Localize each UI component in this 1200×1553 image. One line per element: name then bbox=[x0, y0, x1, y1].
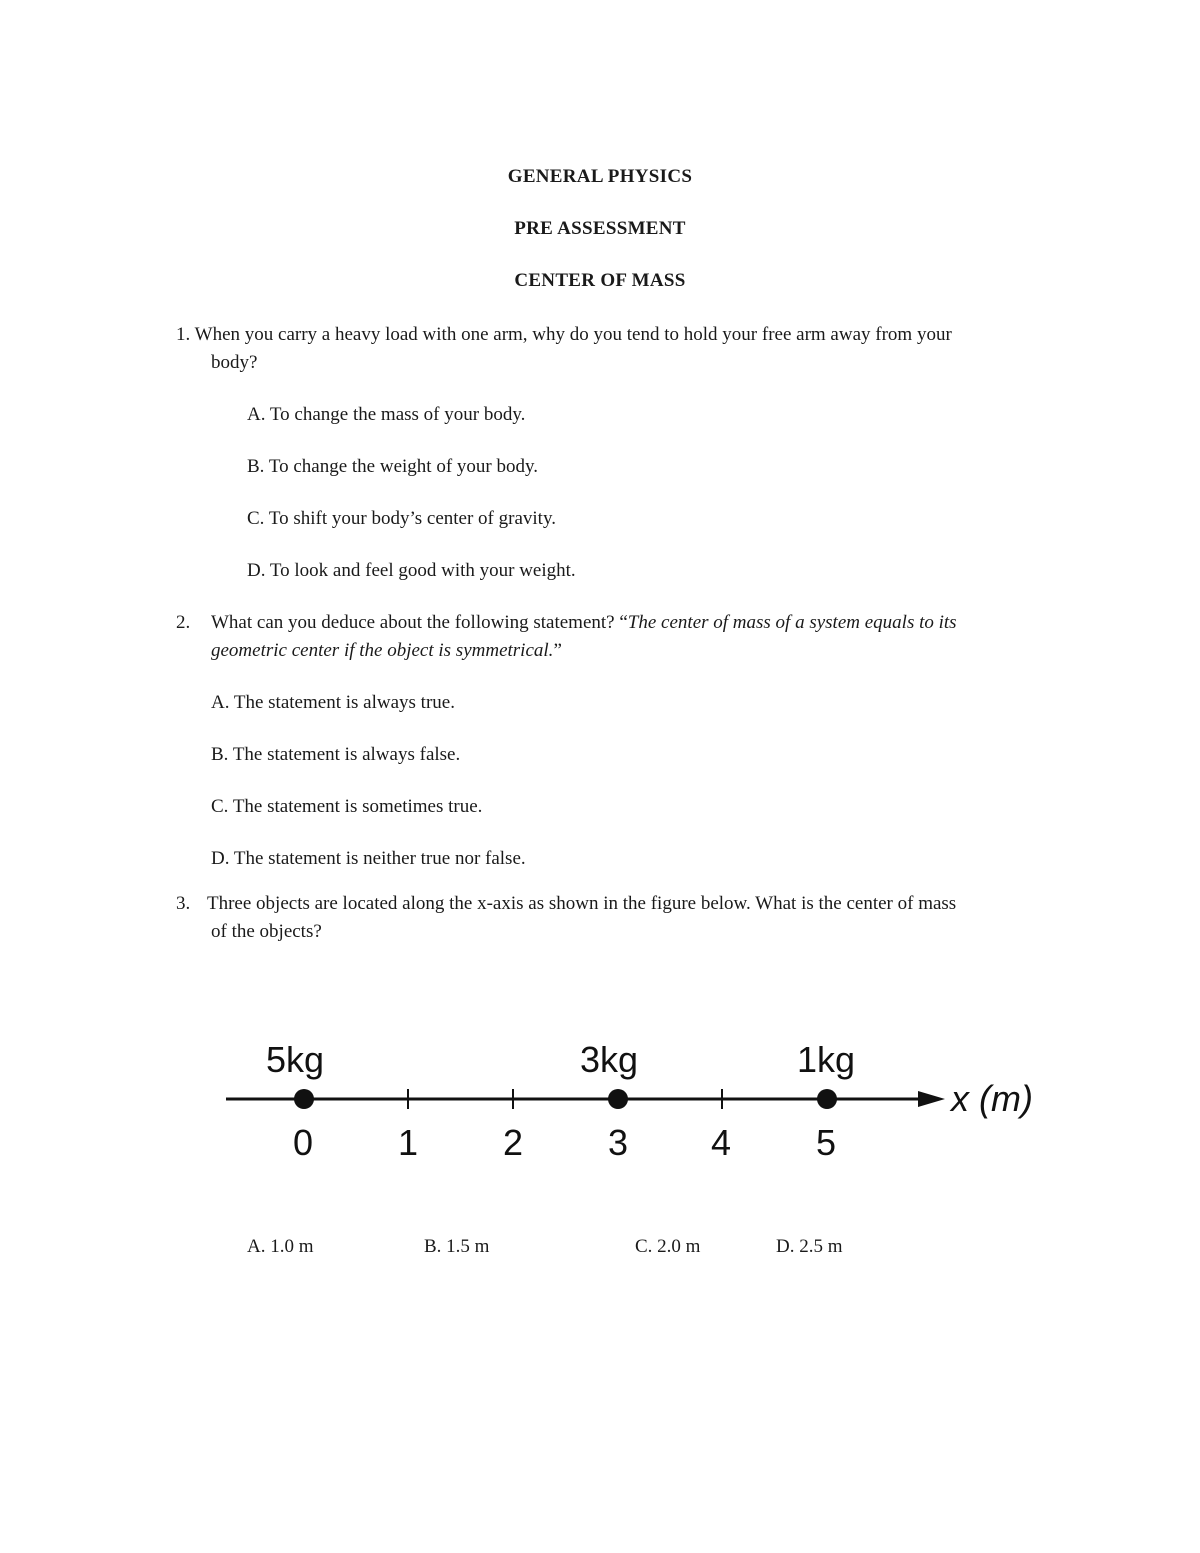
q3-choice-d[interactable]: D. 2.5 m bbox=[776, 1236, 843, 1257]
tick-label-4: 4 bbox=[711, 1122, 732, 1163]
q2-choice-b[interactable]: B. The statement is always false. bbox=[211, 744, 461, 765]
question-2-number: 2. bbox=[176, 612, 191, 633]
question-3-text: Three objects are located along the x-axis as shown in the figure below. What is the center of mass bbox=[207, 893, 957, 914]
q3-choice-b[interactable]: B. 1.5 m bbox=[424, 1236, 490, 1257]
question-2-quote: The center of mass of a system equals to its bbox=[627, 612, 957, 633]
q3-choice-c[interactable]: C. 2.0 m bbox=[635, 1236, 701, 1257]
axis-label: x (m) bbox=[951, 1078, 1033, 1119]
mass-label-3kg: 3kg bbox=[580, 1039, 639, 1080]
mass-point-5kg bbox=[294, 1089, 314, 1109]
question-1-text: 1. When you carry a heavy load with one arm, why do you tend to hold your free arm away from your bbox=[176, 324, 952, 345]
mass-point-1kg bbox=[817, 1089, 837, 1109]
tick-label-5: 5 bbox=[816, 1122, 837, 1163]
mass-label-5kg: 5kg bbox=[266, 1039, 325, 1080]
question-2-prefix: What can you deduce about the following statement? “ bbox=[211, 612, 628, 633]
tick-label-1: 1 bbox=[398, 1122, 419, 1163]
tick-label-2: 2 bbox=[503, 1122, 524, 1163]
mass-axis-figure bbox=[0, 1020, 1200, 1200]
question-3-number: 3. bbox=[176, 893, 191, 914]
question-2-text bbox=[211, 609, 957, 637]
tick-label-3: 3 bbox=[608, 1122, 629, 1163]
q3-choice-a[interactable]: A. 1.0 m bbox=[247, 1236, 314, 1257]
question-2-quote-cont: geometric center if the object is symmetrical. bbox=[211, 640, 554, 661]
question-3-text-cont: of the objects? bbox=[211, 921, 322, 942]
q1-choice-d[interactable]: D. To look and feel good with your weight. bbox=[247, 560, 576, 581]
q2-choice-c[interactable]: C. The statement is sometimes true. bbox=[211, 796, 483, 817]
course-title: GENERAL PHYSICS bbox=[507, 166, 693, 187]
mass-label-1kg: 1kg bbox=[797, 1039, 856, 1080]
assessment-title: PRE ASSESSMENT bbox=[514, 218, 686, 239]
topic-title: CENTER OF MASS bbox=[514, 270, 686, 291]
mass-point-3kg bbox=[608, 1089, 628, 1109]
q2-choice-d[interactable]: D. The statement is neither true nor false. bbox=[211, 848, 526, 869]
axis-arrow-icon bbox=[918, 1091, 945, 1107]
tick-label-0: 0 bbox=[293, 1122, 314, 1163]
question-1-text-cont: body? bbox=[211, 352, 258, 373]
q1-choice-a[interactable]: A. To change the mass of your body. bbox=[247, 404, 526, 425]
q1-choice-b[interactable]: B. To change the weight of your body. bbox=[247, 456, 539, 477]
question-2-text-cont bbox=[211, 637, 562, 665]
q1-choice-c[interactable]: C. To shift your body’s center of gravity. bbox=[247, 508, 556, 529]
question-2-suffix: ” bbox=[553, 640, 562, 661]
q2-choice-a[interactable]: A. The statement is always true. bbox=[211, 692, 455, 713]
